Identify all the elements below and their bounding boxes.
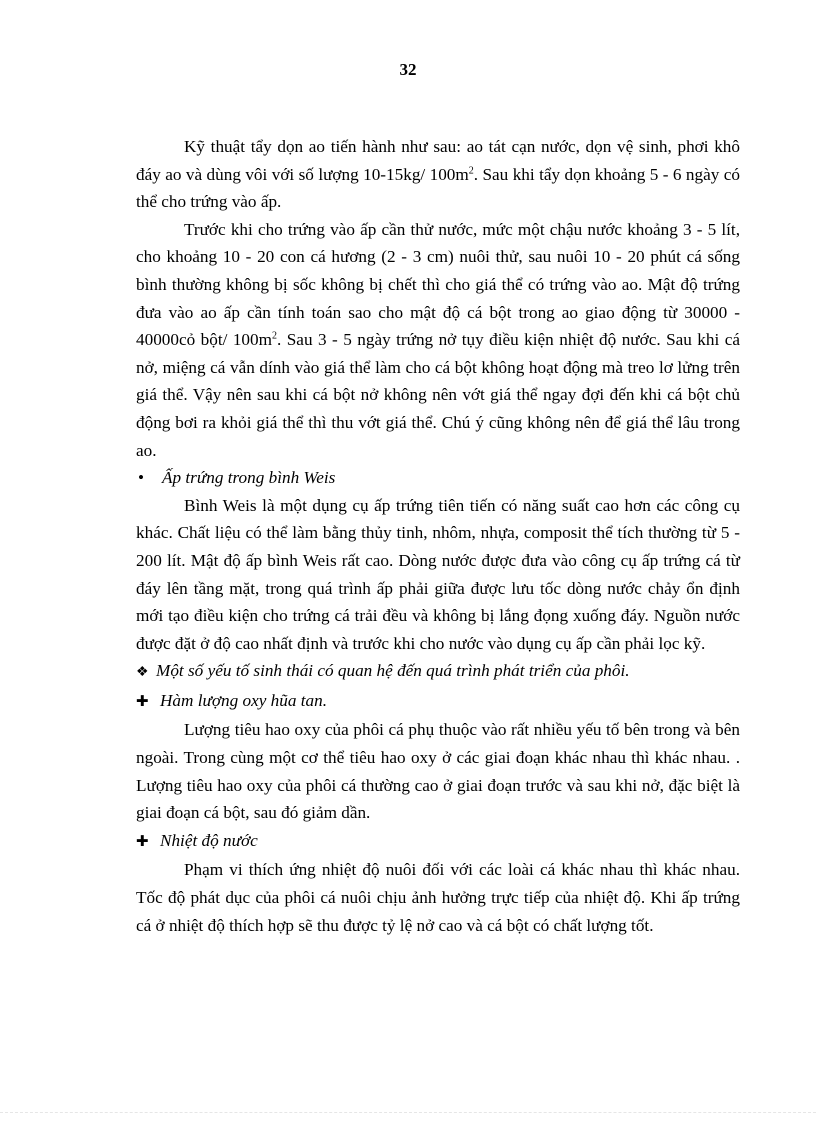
heading-text: Ấp trứng trong bình Weis xyxy=(162,468,336,488)
paragraph-text: . Sau 3 - 5 ngày trứng nở tụy điều kiện nhiệt độ nước. Sau khi cá nở, miệng cá vẫn dính vào giá thể làm cho cá bột không hoạt động mà treo lơ lửng trên giá thể. Vậy nên sau khi cá bột nở không nên vớt giá thể ngay đợi đến khi cá bột chủ động bơi ra khỏi giá thể thì thu vớt giá thể. Chú ý cũng không nên để giá thể lâu trong ao. xyxy=(136,330,740,460)
heading-text: Hàm lượng oxy hũa tan. xyxy=(160,690,328,710)
paragraph-water-test xyxy=(136,216,740,464)
page-number: 32 xyxy=(399,60,417,79)
paragraph-pond-cleaning xyxy=(136,133,740,216)
heading-water-temperature xyxy=(136,827,740,857)
heading-weis-incubation xyxy=(136,464,740,492)
heading-text: Nhiệt độ nước xyxy=(160,830,258,850)
diamond-bullet-icon: ❖ xyxy=(136,665,149,681)
paragraph-weis-jar: Bình Weis là một dụng cụ ấp trứng tiên tiến có năng suất cao hơn các công cụ khác. Chất liệu có thể làm bằng thủy tinh, nhôm, nhựa, composit thể tích thường từ 5 - 200 lít. Mật độ ấp bình Weis rất cao. Dòng nước được đưa vào công cụ ấp trứng cá từ đáy lên tầng mặt, trong quá trình ấp phải giữa được lưu tốc dòng nước chảy ổn định mới tạo điều kiện cho trứng cá trải đều và không bị lắng đọng xuống đáy. Nguồn nước được đặt ở độ cao nhất định và trước khi cho nước vào dụng cụ ấp cần phải lọc kỹ. xyxy=(136,495,740,653)
heading-text: Một số yếu tố sinh thái có quan hệ đến quá trình phát triển của phôi. xyxy=(156,661,630,681)
paragraph-oxygen-consumption: Lượng tiêu hao oxy của phôi cá phụ thuộc vào rất nhiều yếu tố bên trong và bên ngoài. Trong cùng một cơ thể tiêu hao oxy ở các giai đoạn khác nhau thì khác nhau. . Lượng tiêu hao oxy của phôi cá thường cao ở giai đoạn trước và sau khi nở, đặc biệt là giai đoạn cá bột, sau đó giảm dần. xyxy=(136,720,740,823)
paragraph-text: . Sau khi tẩy dọn khoảng 5 - 6 ngày có thể cho trứng vào ấp. xyxy=(136,164,740,212)
heading-dissolved-oxygen xyxy=(136,687,740,717)
cross-bullet-icon: ✚ xyxy=(136,833,149,850)
heading-ecological-factors xyxy=(136,657,740,687)
page-body xyxy=(136,133,740,939)
paragraph-text: Trước khi cho trứng vào ấp cần thử nước, mức một chậu nước khoảng 3 - 5 lít, cho khoảng 10 - 20 con cá hương (2 - 3 cm) nuôi thử, sau nuôi 10 - 20 phút cá sống bình thường không bị sốc không bị chết thì cho giá thể có trứng vào ao. Mật độ trứng đưa vào ao ấp cần tính toán sao cho mật độ cá bột trong ao giao động từ 30000 - 40000cỏ bột/ 100m xyxy=(136,219,740,350)
paragraph-temperature-range: Phạm vi thích ứng nhiệt độ nuôi đối với các loài cá khác nhau thì khác nhau. Tốc độ phát dục của phôi cá nuôi chịu ảnh hưởng trực tiếp của nhiệt độ. Khi ấp trứng cá ở nhiệt độ thích hợp sẽ thu được tỷ lệ nở cao và cá bột có chất lượng tốt. xyxy=(136,860,740,935)
bullet-dot-icon: • xyxy=(138,468,145,488)
paragraph-text: Kỹ thuật tẩy dọn ao tiến hành như sau: ao tát cạn nước, dọn vệ sinh, phơi khô đáy ao và dùng vôi với số lượng 10-15kg/ 100m xyxy=(136,137,740,184)
page-bottom-border xyxy=(0,1112,816,1113)
superscript: 2 xyxy=(272,330,277,342)
superscript: 2 xyxy=(468,164,474,176)
cross-bullet-icon: ✚ xyxy=(136,693,149,710)
